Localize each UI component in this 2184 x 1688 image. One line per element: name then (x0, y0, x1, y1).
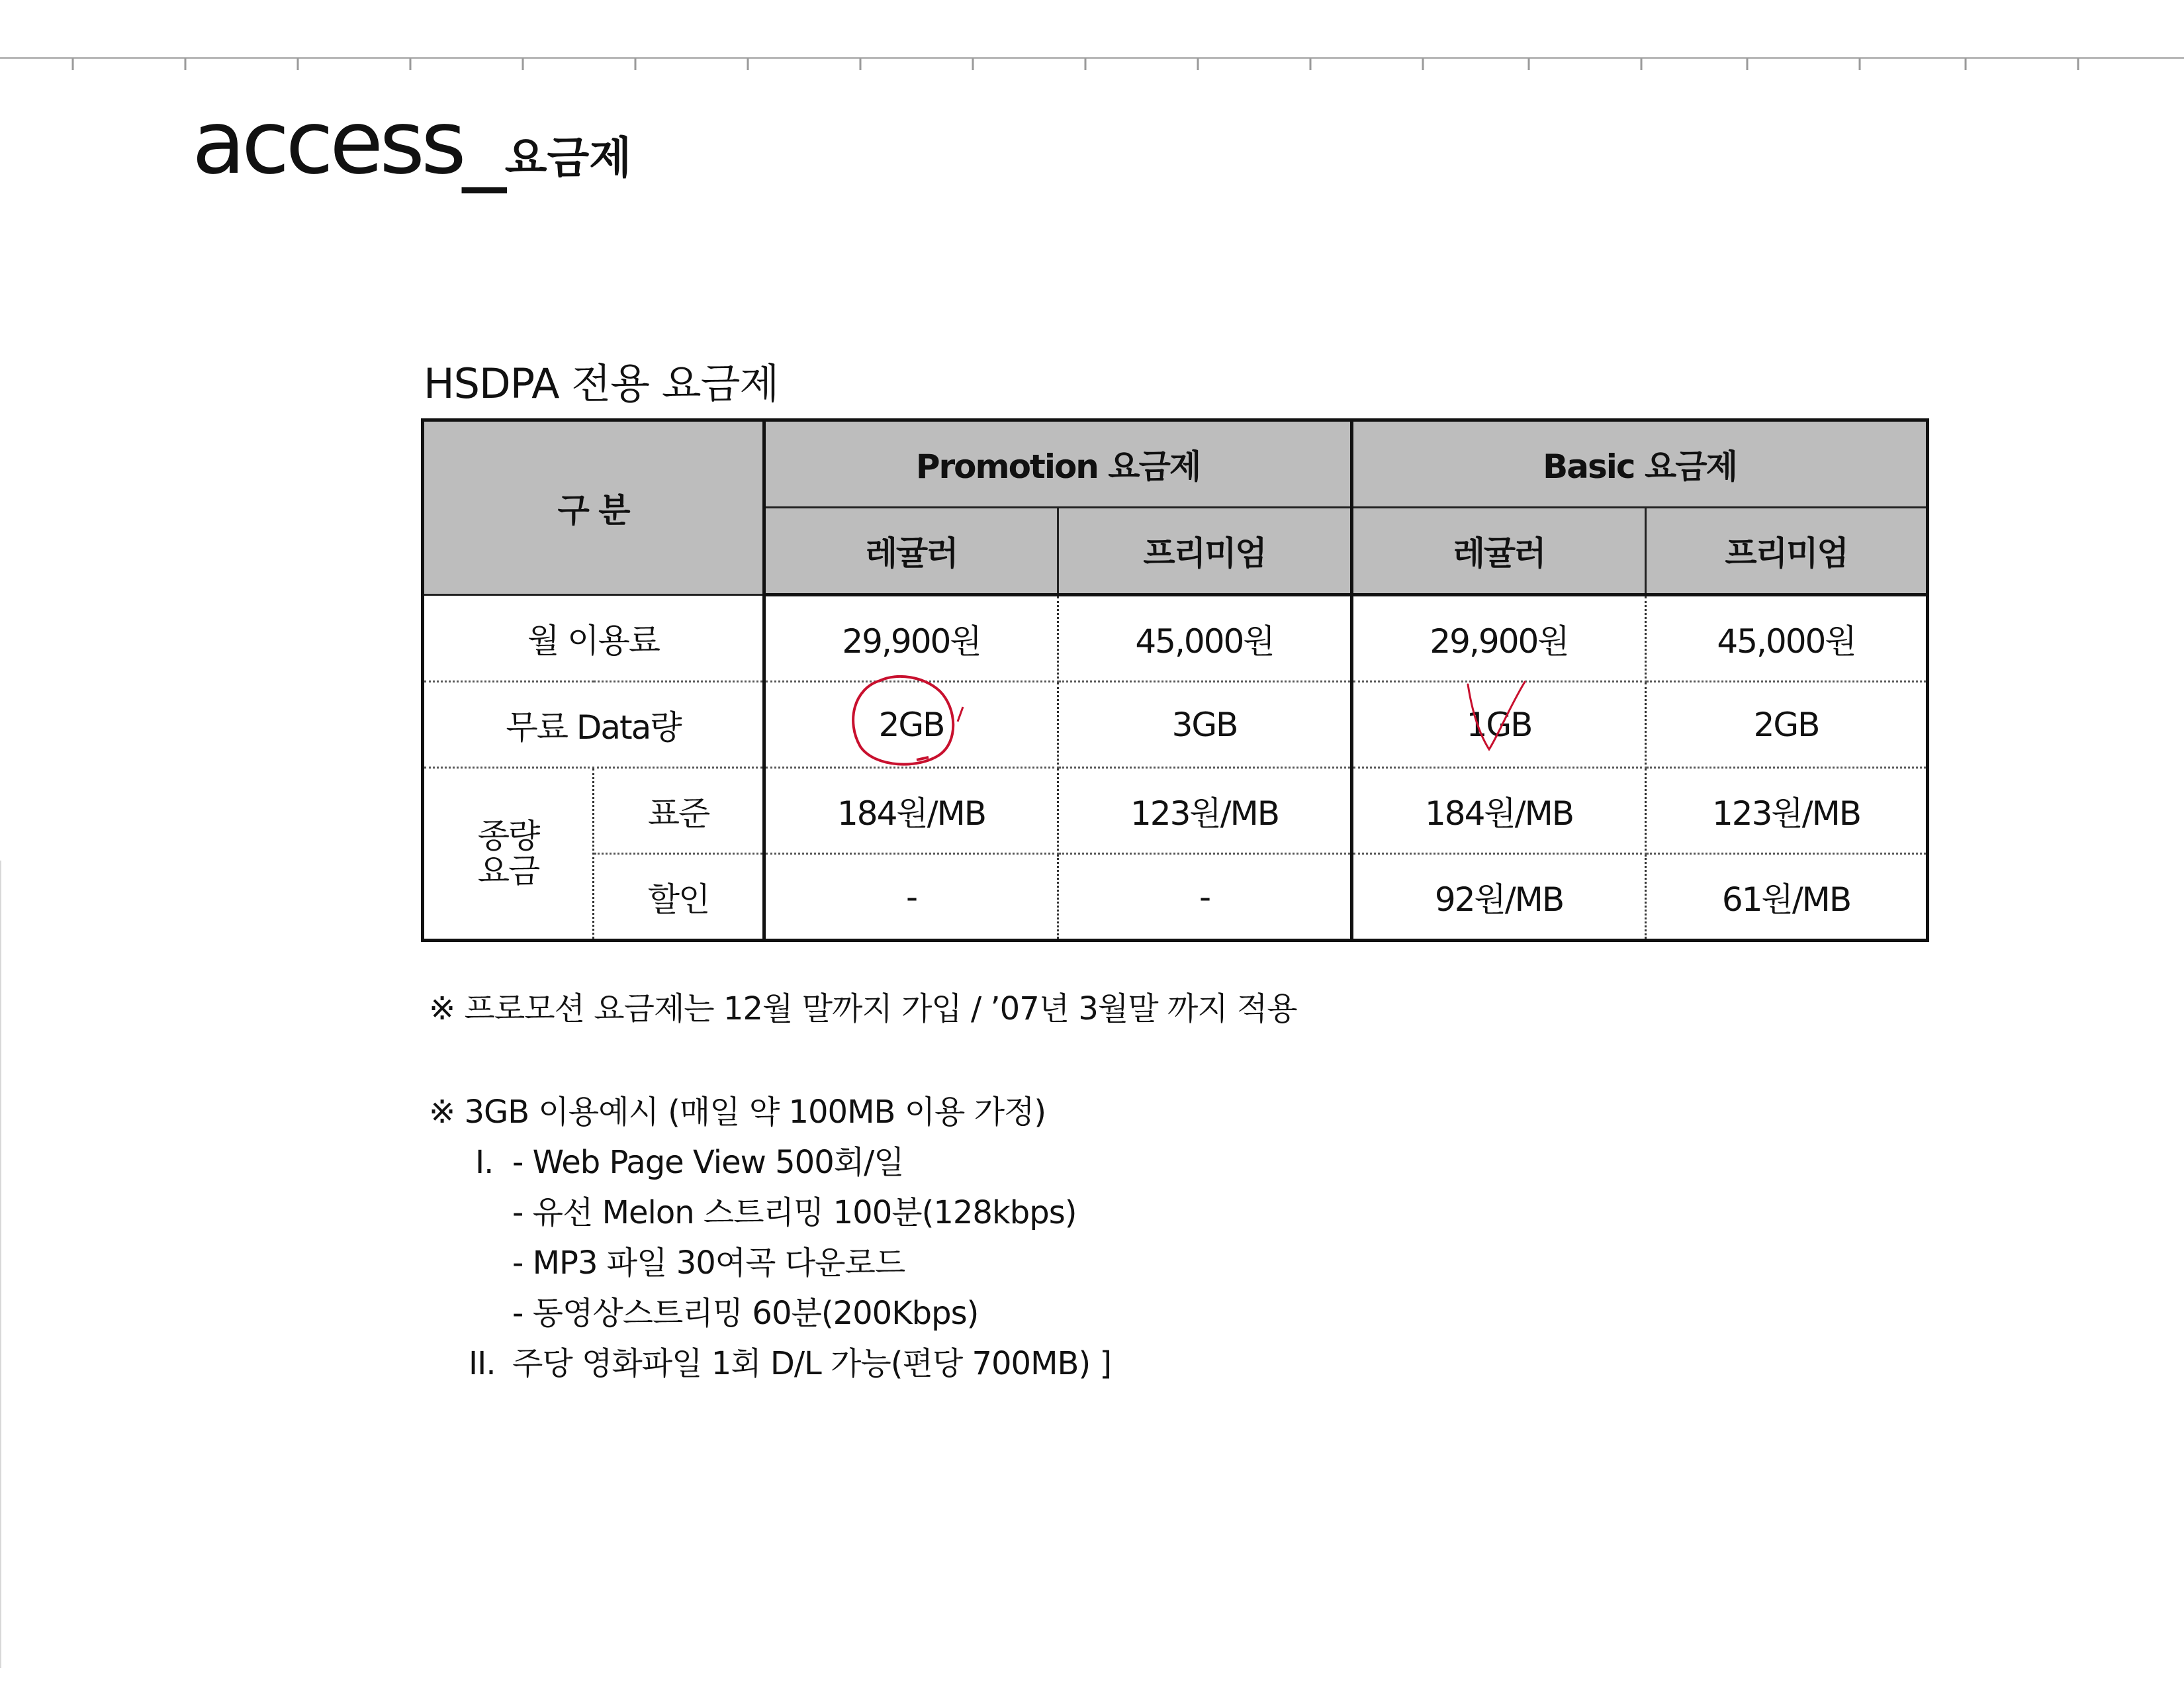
row-label-monthly-fee: 월 이용료 (423, 595, 764, 682)
table-cell: - (764, 854, 1058, 941)
usage-item-2-number: II. (469, 1345, 496, 1382)
usage-item-mp3: - MP3 파일 30여곡 다운로드 (512, 1244, 905, 1282)
table-cell: 45,000원 (1646, 595, 1928, 682)
row-label-standard: 표준 (594, 768, 764, 854)
table-header-row-1 (423, 420, 1928, 508)
row-label-metered (423, 768, 594, 941)
title-main: access (192, 92, 463, 194)
header-promo-regular: 레귤러 (764, 508, 1058, 595)
row-label-discount: 할인 (594, 854, 764, 941)
table-row (423, 595, 1928, 682)
table-row (423, 854, 1928, 941)
scan-binding-marks (0, 54, 2184, 71)
row-label-free-data: 무료 Data량 (423, 682, 764, 768)
note-usage-example: ※ 3GB 이용예시 (매일 약 100MB 이용 가정) (429, 1094, 1046, 1131)
usage-item-video: - 동영상스트리밍 60분(200Kbps) (512, 1295, 979, 1332)
table-row (423, 682, 1928, 768)
header-category: 구 분 (423, 420, 764, 595)
table-row (423, 768, 1928, 854)
header-promotion: Promotion 요금제 (764, 420, 1352, 508)
usage-item-1-number: I. (475, 1144, 494, 1181)
usage-item-web: - Web Page View 500회/일 (512, 1144, 904, 1181)
header-basic-premium: 프리미엄 (1646, 508, 1928, 595)
header-promo-premium: 프리미엄 (1058, 508, 1352, 595)
metered-label-line-2: 요금 (477, 851, 539, 890)
rate-table (421, 418, 1929, 942)
header-basic-regular: 레귤러 (1352, 508, 1646, 595)
usage-item-melon: - 유선 Melon 스트리밍 100분(128kbps) (512, 1194, 1077, 1231)
scan-left-edge (0, 861, 1, 1668)
title-separator: _ (462, 92, 502, 194)
table-cell: 61원/MB (1646, 854, 1928, 941)
note-promotion-period: ※ 프로모션 요금제는 12월 말까지 가입 / ’07년 3월말 까지 적용 (429, 990, 1297, 1027)
table-cell: 29,900원 (764, 595, 1058, 682)
table-cell: 123원/MB (1058, 768, 1352, 854)
table-cell: 1GB (1352, 682, 1646, 768)
section-title: HSDPA 전용 요금제 (424, 359, 779, 408)
document-title (192, 92, 632, 194)
header-basic: Basic 요금제 (1352, 420, 1928, 508)
metered-label-line-1: 종량 (477, 817, 539, 855)
table-cell: 45,000원 (1058, 595, 1352, 682)
table-cell: 123원/MB (1646, 768, 1928, 854)
title-sub: 요금제 (504, 132, 632, 183)
table-cell: 3GB (1058, 682, 1352, 768)
table-cell: 92원/MB (1352, 854, 1646, 941)
table-cell: - (1058, 854, 1352, 941)
table-cell: 184원/MB (764, 768, 1058, 854)
usage-item-movie: 주당 영화파일 1회 D/L 가능(편당 700MB) ] (512, 1345, 1112, 1382)
table-cell: 184원/MB (1352, 768, 1646, 854)
table-cell: 2GB (1646, 682, 1928, 768)
table-cell: 2GB (764, 682, 1058, 768)
table-cell: 29,900원 (1352, 595, 1646, 682)
